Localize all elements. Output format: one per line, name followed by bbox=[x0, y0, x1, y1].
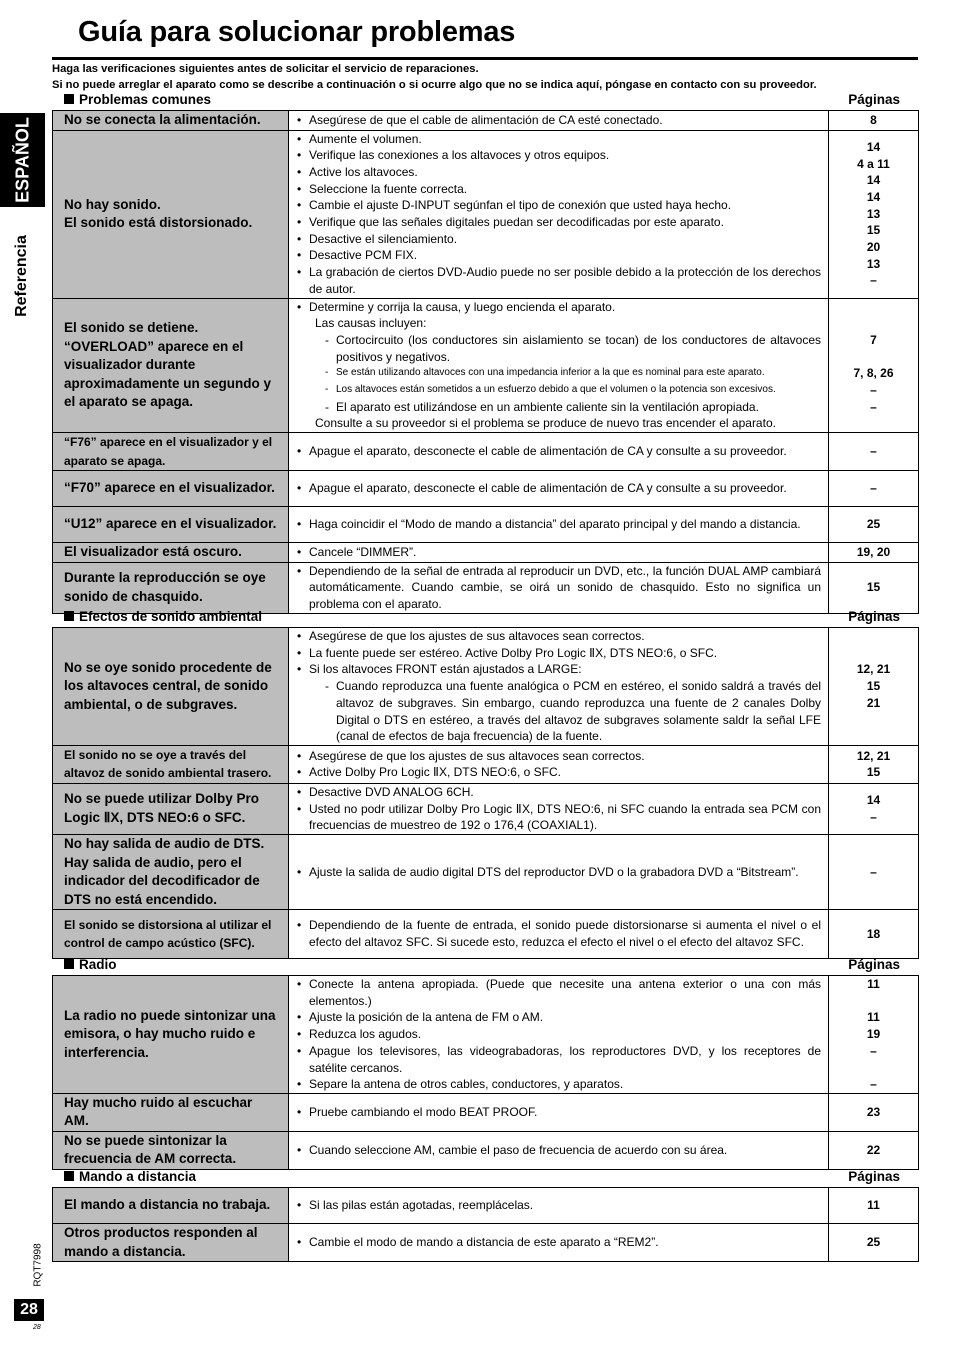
pages-cell bbox=[829, 1188, 919, 1224]
bullet-item: • Cuando seleccione AM, cambie el paso de frecuencia de acuerdo con su área. bbox=[309, 1142, 821, 1159]
page-ref: 21 bbox=[866, 695, 881, 710]
solution-cell bbox=[289, 471, 829, 507]
pages-cell bbox=[829, 628, 919, 746]
page-ref: 23 bbox=[866, 1105, 881, 1120]
section-header bbox=[52, 1168, 918, 1187]
bullet-item: • Asegúrese de que los ajustes de sus altavoces sean correctos. bbox=[309, 748, 821, 765]
bullet-item: • Si los altavoces FRONT están ajustados a LARGE: bbox=[309, 661, 821, 678]
square-bullet-icon bbox=[64, 94, 74, 104]
page-ref: 19, 20 bbox=[856, 545, 891, 560]
page-ref: 13 bbox=[866, 256, 881, 271]
page-ref: 12, 21 bbox=[856, 748, 891, 763]
solution-cell bbox=[289, 130, 829, 298]
bullet-item: • La grabación de ciertos DVD-Audio puede no ser posible debido a la protección de los derechos de autor. bbox=[309, 264, 821, 297]
table-row bbox=[53, 433, 919, 471]
table-row bbox=[53, 835, 919, 910]
page-ref bbox=[829, 993, 918, 1010]
sub-item: - Cuando reproduzca una fuente analógica o PCM en estéreo, el sonido saldrá a través del altavoz de subgraves. Sin embargo, cuando reproduzca una fuente de 2 canales Dolby Digital o DTS en estéreo, a través del altavoz de subgraves solamente saldr la señal LFE (canal de efectos de baja frecuencia) de la fuente. bbox=[309, 678, 821, 745]
troubleshooting-table bbox=[52, 627, 919, 959]
sub-item: - Cortocircuito (los conductores sin aislamiento se tocan) de los conductores de altavoces positivos y negativos. bbox=[309, 332, 821, 365]
bullet-item: • Conecte la antena apropiada. (Puede que necesite una antena exterior o una con más elementos.) bbox=[309, 976, 821, 1009]
section-radio bbox=[52, 956, 918, 1170]
page-ref: 25 bbox=[866, 517, 881, 532]
pages-cell bbox=[829, 1131, 919, 1169]
problem-text: El sonido no se oye a través del altavoz de sonido ambiental trasero. bbox=[64, 747, 272, 781]
bullet-item: • Desactive PCM FIX. bbox=[309, 247, 821, 264]
language-tab-label: ESPAÑOL bbox=[12, 117, 32, 203]
page-ref: 11 bbox=[867, 977, 880, 991]
problem-text: “OVERLOAD” aparece en el visualizador durante aproximadamente un segundo y el aparato se apaga. bbox=[64, 338, 272, 410]
problem-text: Durante la reproducción se oye sonido de chasquido. bbox=[64, 570, 266, 604]
page-ref: 7 bbox=[870, 332, 877, 347]
intro-text bbox=[52, 61, 918, 93]
pages-cell bbox=[829, 130, 919, 298]
bullet-item: • Dependiendo de la señal de entrada al reproducir un DVD, etc., la función DUAL AMP cambiará automáticamente. Cuando cambie, se oirá un sonido de chasquido. Esto no significa un problema con el aparato. bbox=[309, 563, 821, 613]
bullet-item: • Asegúrese de que el cable de alimentación de CA esté conectado. bbox=[309, 112, 821, 129]
pages-cell bbox=[829, 976, 919, 1094]
troubleshooting-table bbox=[52, 1187, 919, 1262]
pages-cell bbox=[829, 562, 919, 613]
pages-cell bbox=[829, 910, 919, 959]
page-ref bbox=[829, 315, 918, 332]
language-tab bbox=[0, 113, 45, 207]
solution-cell bbox=[289, 298, 829, 433]
page-number-small: 28 bbox=[33, 1324, 41, 1331]
problem-cell bbox=[53, 976, 289, 1094]
square-bullet-icon bbox=[64, 611, 74, 621]
note-line: Consulte a su proveedor si el problema se produce de nuevo tras encender el aparato. bbox=[315, 416, 776, 431]
page-ref: 12, 21 bbox=[856, 662, 891, 677]
solution-cell bbox=[289, 562, 829, 613]
table-row bbox=[53, 745, 919, 783]
page-ref: 20 bbox=[866, 240, 881, 255]
page-ref: 11 bbox=[867, 1198, 880, 1213]
problem-text: El mando a distancia no trabaja. bbox=[64, 1197, 271, 1213]
page-ref: 14 bbox=[866, 139, 881, 154]
bullet-item: • Separe la antena de otros cables, conductores, y aparatos. bbox=[309, 1076, 821, 1093]
solution-cell bbox=[289, 783, 829, 834]
solution-cell bbox=[289, 628, 829, 746]
problem-cell bbox=[53, 628, 289, 746]
problem-cell bbox=[53, 1224, 289, 1262]
page-ref: 14 bbox=[866, 173, 881, 188]
table-row bbox=[53, 910, 919, 959]
section-header bbox=[52, 91, 918, 110]
page-ref: – bbox=[870, 1043, 877, 1058]
bullet-item: • Apague los televisores, las videograbadoras, los reproductores DVD, y los receptores de satélite cercanos. bbox=[309, 1043, 821, 1076]
page-ref bbox=[829, 299, 918, 316]
section-title: Radio bbox=[79, 957, 117, 972]
section-title: Efectos de sonido ambiental bbox=[79, 609, 263, 624]
problem-text: Hay salida de audio, pero el indicador del decodificador de DTS no está encendido. bbox=[64, 854, 260, 907]
bullet-item: • Haga coincidir el “Modo de mando a distancia” del aparato principal y del mando a distancia. bbox=[309, 516, 821, 533]
table-row bbox=[53, 783, 919, 834]
section-problemas-comunes bbox=[52, 91, 918, 614]
square-bullet-icon bbox=[64, 1171, 74, 1181]
page-ref: – bbox=[870, 481, 877, 496]
square-bullet-icon bbox=[64, 959, 74, 969]
problem-text: No se puede sintonizar la frecuencia de AM correcta. bbox=[64, 1132, 237, 1167]
solution-cell bbox=[289, 111, 829, 131]
problem-cell bbox=[53, 298, 289, 433]
page-ref: 15 bbox=[866, 679, 881, 694]
pages-cell bbox=[829, 471, 919, 507]
problem-text: “F76” aparece en el visualizador y el aparato se apaga. bbox=[64, 435, 273, 468]
problem-text: Otros productos responden al mando a distancia. bbox=[64, 1225, 258, 1259]
note-line: Las causas incluyen: bbox=[315, 316, 427, 331]
page-ref: – bbox=[870, 1077, 877, 1092]
problem-cell bbox=[53, 1093, 289, 1131]
solution-cell bbox=[289, 1188, 829, 1224]
problem-cell bbox=[53, 130, 289, 298]
bullet-item: • Cancele “DIMMER”. bbox=[309, 544, 821, 561]
problem-text: No hay salida de audio de DTS. bbox=[64, 836, 265, 852]
page-title: Guía para solucionar problemas bbox=[78, 16, 516, 48]
page-number: 28 bbox=[14, 1299, 44, 1321]
table-row bbox=[53, 562, 919, 613]
bullet-item: • Verifique que las señales digitales puedan ser decodificadas por este aparato. bbox=[309, 214, 821, 231]
table-row bbox=[53, 543, 919, 563]
page-ref: 11 bbox=[867, 1010, 880, 1025]
solution-cell bbox=[289, 507, 829, 543]
page-ref: 4 a 11 bbox=[857, 156, 890, 171]
pages-cell bbox=[829, 835, 919, 910]
pages-column-label: Páginas bbox=[848, 957, 900, 972]
bullet-item: • Si las pilas están agotadas, reemplácelas. bbox=[309, 1197, 821, 1214]
table-row bbox=[53, 1188, 919, 1224]
page-ref bbox=[829, 349, 918, 366]
page-ref: – bbox=[870, 444, 877, 459]
bullet-item: • La fuente puede ser estéreo. Active Dolby Pro Logic ⅡX, DTS NEO:6, o SFC. bbox=[309, 645, 821, 662]
table-row bbox=[53, 1224, 919, 1262]
pages-cell bbox=[829, 1093, 919, 1131]
table-row bbox=[53, 628, 919, 746]
page-ref: – bbox=[870, 383, 877, 398]
table-row bbox=[53, 298, 919, 433]
section-mando-distancia bbox=[52, 1168, 918, 1262]
pages-cell bbox=[829, 543, 919, 563]
page-ref: 15 bbox=[866, 765, 881, 780]
problem-text: Hay mucho ruido al escuchar AM. bbox=[64, 1094, 253, 1129]
problem-cell bbox=[53, 910, 289, 959]
problem-text: “U12” aparece en el visualizador. bbox=[64, 516, 277, 532]
page-ref: 13 bbox=[866, 206, 881, 221]
problem-cell bbox=[53, 507, 289, 543]
bullet-item: • Active los altavoces. bbox=[309, 164, 821, 181]
problem-cell bbox=[53, 783, 289, 834]
intro-line-2: Si no puede arreglar el aparato como se describe a continuación o si ocurre algo que no se indica aquí, póngase en contacto con su proveedor. bbox=[52, 79, 817, 91]
solution-cell bbox=[289, 1093, 829, 1131]
bullet-item: • Desactive el silenciamiento. bbox=[309, 231, 821, 248]
problem-text: No se puede utilizar Dolby Pro Logic ⅡX, DTS NEO:6 o SFC. bbox=[64, 791, 260, 825]
sub-item: - El aparato est utilizándose en un ambiente caliente sin la ventilación apropiada. bbox=[309, 399, 821, 416]
page-ref: 15 bbox=[866, 223, 881, 238]
sub-item: - Los altavoces están sometidos a un esfuerzo debido a que el volumen o la potencia son excesivos. bbox=[309, 382, 821, 399]
page-ref: 14 bbox=[866, 793, 881, 808]
page-ref bbox=[829, 415, 918, 432]
bullet-item: • Desactive DVD ANALOG 6CH. bbox=[309, 784, 821, 801]
problem-cell bbox=[53, 1131, 289, 1169]
solution-cell bbox=[289, 835, 829, 910]
problem-cell bbox=[53, 835, 289, 910]
problem-text: No se conecta la alimentación. bbox=[64, 112, 261, 127]
problem-text: No hay sonido. bbox=[64, 196, 161, 212]
pages-cell bbox=[829, 433, 919, 471]
page-ref: – bbox=[870, 809, 877, 824]
table-row bbox=[53, 111, 919, 131]
page-ref: 8 bbox=[870, 112, 877, 127]
sub-item: - Se están utilizando altavoces con una impedancia inferior a la que es nominal para este aparato. bbox=[309, 365, 821, 382]
pages-cell bbox=[829, 111, 919, 131]
problem-cell bbox=[53, 543, 289, 563]
page-ref: 19 bbox=[866, 1027, 881, 1042]
problem-cell bbox=[53, 471, 289, 507]
page-ref: 7, 8, 26 bbox=[853, 366, 894, 381]
bullet-item: • Pruebe cambiando el modo BEAT PROOF. bbox=[309, 1104, 821, 1121]
solution-cell bbox=[289, 433, 829, 471]
page-ref: – bbox=[870, 399, 877, 414]
section-header bbox=[52, 956, 918, 975]
problem-cell bbox=[53, 433, 289, 471]
problem-text: “F70” aparece en el visualizador. bbox=[64, 480, 275, 496]
bullet-item: • Reduzca los agudos. bbox=[309, 1026, 821, 1043]
bullet-item: • Asegúrese de que los ajustes de sus altavoces sean correctos. bbox=[309, 628, 821, 645]
solution-cell bbox=[289, 976, 829, 1094]
table-row bbox=[53, 1093, 919, 1131]
problem-text: La radio no puede sintonizar una emisora, o hay mucho ruido e interferencia. bbox=[64, 1007, 276, 1060]
problem-cell bbox=[53, 562, 289, 613]
bullet-item: • Ajuste la salida de audio digital DTS del reproductor DVD o la grabadora DVD a “Bitstream”. bbox=[309, 864, 821, 881]
problem-text: El visualizador está oscuro. bbox=[64, 544, 242, 560]
section-efectos-sonido-ambiental bbox=[52, 608, 918, 959]
pages-cell bbox=[829, 1224, 919, 1262]
bullet-item: • Seleccione la fuente correcta. bbox=[309, 181, 821, 198]
pages-cell bbox=[829, 783, 919, 834]
problem-cell bbox=[53, 745, 289, 783]
bullet-item: • Cambie el ajuste D-INPUT segúnfan el tipo de conexión que usted haya hecho. bbox=[309, 197, 821, 214]
section-title: Mando a distancia bbox=[79, 1169, 197, 1184]
problem-text: No se oye sonido procedente de los altavoces central, de sonido ambiental, o de subgraves. bbox=[64, 659, 272, 712]
pages-column-label: Páginas bbox=[848, 1169, 900, 1184]
problem-cell bbox=[53, 111, 289, 131]
bullet-item: • Aumente el volumen. bbox=[309, 131, 821, 148]
problem-text: El sonido se distorsiona al utilizar el control de campo acústico (SFC). bbox=[64, 917, 272, 951]
page-ref: 25 bbox=[866, 1235, 881, 1250]
document-code: RQT7998 bbox=[32, 1243, 44, 1287]
bullet-item: • Verifique las conexiones a los altavoces y otros equipos. bbox=[309, 147, 821, 164]
solution-cell bbox=[289, 910, 829, 959]
pages-column-label: Páginas bbox=[848, 92, 900, 107]
pages-cell bbox=[829, 745, 919, 783]
table-row bbox=[53, 130, 919, 298]
solution-cell bbox=[289, 745, 829, 783]
bullet-item: • Apague el aparato, desconecte el cable de alimentación de CA y consulte a su proveedor. bbox=[309, 443, 821, 460]
troubleshooting-table bbox=[52, 975, 919, 1170]
bullet-item: • Usted no podr utilizar Dolby Pro Logic ⅡX, DTS NEO:6, ni SFC cuando la entrada sea PCM con frecuencias de muestreo de 192 o 176,4 (COAXIAL1). bbox=[309, 801, 821, 834]
page-ref: 22 bbox=[866, 1143, 881, 1158]
bullet-item: • Active Dolby Pro Logic ⅡX, DTS NEO:6, o SFC. bbox=[309, 764, 821, 781]
solution-cell bbox=[289, 543, 829, 563]
table-row bbox=[53, 1131, 919, 1169]
title-rule bbox=[52, 57, 918, 60]
page-ref: 15 bbox=[866, 580, 881, 595]
bullet-item: • Dependiendo de la fuente de entrada, el sonido puede distorsionarse si aumenta el nivel o el efecto del altavoz SFC. Si sucede esto, reduzca el efecto el nivel o el efecto del altavoz SFC. bbox=[309, 917, 821, 950]
bullet-item: • Cambie el modo de mando a distancia de este aparato a “REM2”. bbox=[309, 1234, 821, 1251]
solution-cell bbox=[289, 1131, 829, 1169]
pages-cell bbox=[829, 507, 919, 543]
intro-line-1: Haga las verificaciones siguientes antes de solicitar el servicio de reparaciones. bbox=[52, 63, 479, 75]
section-title: Problemas comunes bbox=[79, 92, 212, 107]
bullet-item: • Determine y corrija la causa, y luego encienda el aparato. bbox=[309, 299, 821, 316]
reference-label: Referencia bbox=[13, 235, 30, 317]
table-row bbox=[53, 471, 919, 507]
pages-column-label: Páginas bbox=[848, 609, 900, 624]
table-row bbox=[53, 507, 919, 543]
pages-cell bbox=[829, 298, 919, 433]
bullet-item: • Apague el aparato, desconecte el cable de alimentación de CA y consulte a su proveedor. bbox=[309, 480, 821, 497]
problem-cell bbox=[53, 1188, 289, 1224]
table-row bbox=[53, 976, 919, 1094]
section-header bbox=[52, 608, 918, 627]
problem-text: El sonido está distorsionado. bbox=[64, 215, 253, 231]
page-ref bbox=[829, 1060, 918, 1077]
solution-cell bbox=[289, 1224, 829, 1262]
bullet-item: • Ajuste la posición de la antena de FM o AM. bbox=[309, 1009, 821, 1026]
troubleshooting-table bbox=[52, 110, 919, 614]
page-ref: 14 bbox=[866, 189, 881, 204]
page-ref: – bbox=[870, 864, 877, 879]
page-ref: 18 bbox=[866, 926, 881, 941]
page-ref: – bbox=[870, 273, 877, 288]
problem-text: El sonido se detiene. bbox=[64, 320, 199, 336]
